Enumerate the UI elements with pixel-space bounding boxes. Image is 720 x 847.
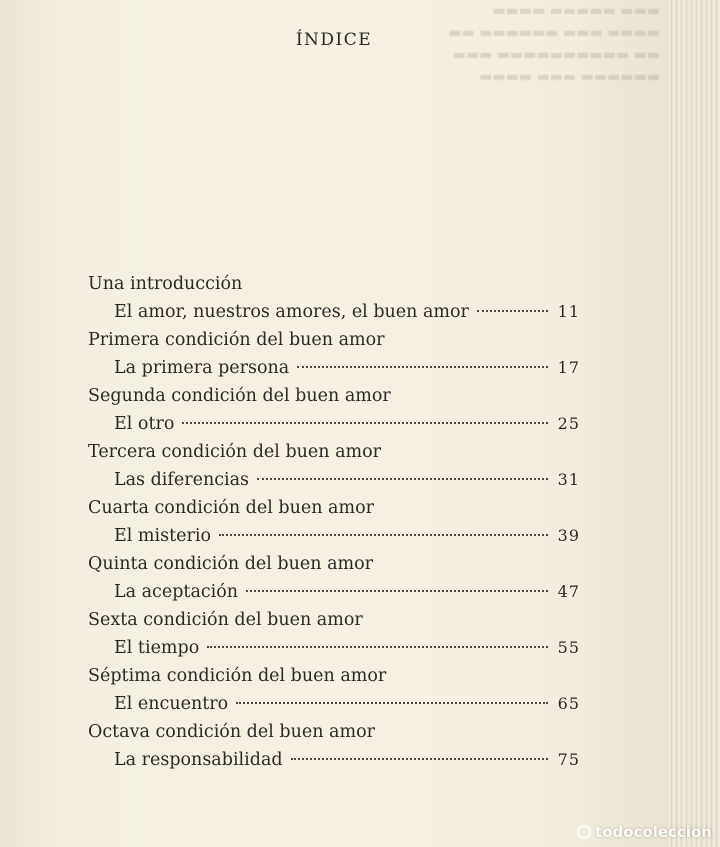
toc-chapter: Cuarta condición del buen amor [88,498,374,518]
dot-leader [236,702,548,704]
dot-leader [246,590,548,592]
bleed-through-text: ▬▬▬ ▬▬▬▬▬ ▬▬▬▬ ▬▬▬▬ ▬▬▬ ▬▬▬▬▬▬ ▬▬ ▬▬ ▬▬▬▬▬▬▬▬▬▬ ▬▬▬ ▬▬▬▬▬▬ ▬▬▬ ▬▬▬▬ [448,3,660,85]
toc-section-line [88,746,580,774]
dot-leader [257,478,548,480]
dot-leader [207,646,548,648]
toc-section: El tiempo [114,638,200,658]
toc-page-number: 55 [557,638,580,657]
watermark-logo-icon [577,825,591,839]
toc-chapter: Una introducción [88,274,243,294]
toc-page-number: 25 [557,414,580,433]
toc-chapter: Octava condición del buen amor [88,722,375,742]
toc-section: La aceptación [114,582,239,602]
dot-leader [477,310,548,312]
page-stack-edge [668,0,720,847]
table-of-contents [88,270,580,774]
toc-page-number: 17 [557,358,580,377]
toc-section: Las diferencias [114,470,250,490]
toc-entry [88,382,580,438]
toc-section-line [88,634,580,662]
toc-section: El otro [114,414,175,434]
toc-page-number: 47 [557,582,580,601]
toc-entry [88,550,580,606]
toc-entry [88,438,580,494]
toc-chapter: Tercera condición del buen amor [88,442,382,462]
toc-section-line [88,298,580,326]
toc-section: El encuentro [114,694,229,714]
toc-page-number: 65 [557,694,580,713]
toc-section-line [88,410,580,438]
toc-page-number: 11 [557,302,580,321]
toc-section: El misterio [114,526,211,546]
toc-page-number: 31 [557,470,580,489]
toc-section: La primera persona [114,358,290,378]
toc-chapter: Primera condición del buen amor [88,330,385,350]
toc-page-number: 39 [557,526,580,545]
toc-chapter: Sexta condición del buen amor [88,610,363,630]
toc-chapter: Segunda condición del buen amor [88,386,391,406]
toc-chapter: Séptima condición del buen amor [88,666,387,686]
toc-section-line [88,690,580,718]
watermark-text: todocoleccion [595,823,712,841]
toc-section-line [88,578,580,606]
toc-page-number: 75 [557,750,580,769]
dot-leader [291,758,548,760]
toc-section: La responsabilidad [114,750,283,770]
page-title: ÍNDICE [295,30,373,50]
dot-leader [182,422,548,424]
toc-entry [88,494,580,550]
watermark [577,823,712,841]
toc-entry [88,662,580,718]
dot-leader [297,366,548,368]
toc-entry [88,606,580,662]
toc-chapter: Quinta condición del buen amor [88,554,373,574]
dot-leader [219,534,548,536]
toc-section-line [88,466,580,494]
toc-section-line [88,354,580,382]
toc-entry [88,326,580,382]
toc-section: El amor, nuestros amores, el buen amor [114,302,469,322]
toc-entry [88,718,580,774]
toc-entry [88,270,580,326]
toc-section-line [88,522,580,550]
